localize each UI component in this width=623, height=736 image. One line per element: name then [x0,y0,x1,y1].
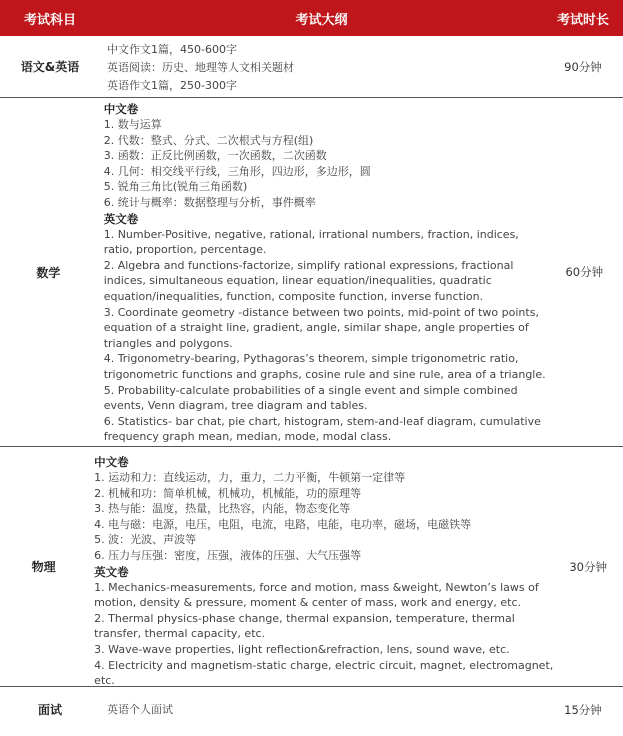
outline-line: 2. 代数：整式、分式、二次根式与方程(组) [103,133,314,147]
outline-line: motion, density & pressure, moment & center of mass, work and energy, etc. [94,596,522,610]
outline-cell [97,98,546,446]
outline-line: 1. 数与运算 [103,118,162,131]
outline-cell [100,687,543,732]
outline-line: 6. 统计与概率：数据整理与分析，事件概率 [103,195,316,209]
outline-line: 2. 机械和功：简单机械，机械功，机械能，功的原理等 [94,486,362,500]
outline-line: 3. Coordinate geometry -distance between two points, mid-point of two points, [103,305,539,319]
outline-line: 5. Probability-calculate probabilities of a single event and simple combined [103,383,518,397]
outline-line: 6. 压力与压强：密度，压强，液体的压强、大气压强等 [94,548,362,562]
duration-cell: 60分钟 [565,265,604,279]
header-subject: 考试科目 [23,12,76,28]
outline-line: etc. [94,674,115,688]
table-header [0,0,623,36]
outline-line: events, Venn diagram, tree diagram and tables. [103,399,368,413]
duration-cell: 90分钟 [564,59,602,74]
outline-line: triangles and polygons. [103,336,233,350]
outline-line: 英语作文1篇，250-300字 [107,79,237,92]
outline-line: trigonometric functions and graphs, cosine rule and sine rule, area of a triangle. [103,367,546,381]
subject-cell: 数学 [36,265,61,280]
outline-line: 3. 函数：正反比例函数，一次函数，二次函数 [103,149,327,163]
outline-line: 英语个人面试 [107,702,173,716]
outline-line: 英语阅读：历史、地理等人文相关题材 [107,61,294,74]
section-title-english: 英文卷 [94,564,129,579]
outline-line: equation of a straight line, gradient, angle, similar shape, angle properties of [103,321,529,335]
outline-line: 1. 运动和力：直线运动，力，重力，二力平衡，牛顿第一定律等 [94,471,406,484]
outline-line: indices, simultaneous equation, linear equation/inequalities, quadratic [103,274,492,288]
outline-cell [87,447,553,686]
outline-line: 5. 波：光波、声波等 [94,533,197,547]
outline-line: 4. 几何：相交线平行线，三角形，四边形，多边形，圆 [103,164,371,178]
outline-line: 2. Algebra and functions-factorize, simplify rational expressions, fractional [103,258,514,272]
table-row [0,687,623,732]
subject-cell: 物理 [31,560,56,574]
section-title-chinese: 中文卷 [94,455,129,469]
outline-line: 5. 锐角三角比(锐角三角函数) [103,180,248,194]
outline-line: 2. Thermal physics-phase change, thermal expansion, temperature, thermal [94,611,515,625]
header-outline: 考试大纲 [295,12,348,28]
outline-line: 3. 热与能：温度，热量，比热容，内能，物态变化等 [94,502,351,516]
section-title-chinese: 中文卷 [103,102,139,116]
outline-line: 中文作文1篇，450-600字 [107,43,237,56]
subject-cell: 语文&英语 [20,60,80,74]
header-duration: 考试时长 [556,12,609,28]
outline-line: ratio, proportion, percentage. [103,243,267,257]
outline-line: equation/inequalities, function, composite function, inverse function. [103,289,484,303]
table-row [0,98,623,447]
outline-line: 4. 电与磁：电源，电压，电阻，电流，电路，电能，电功率，磁场，电磁铁等 [94,517,472,531]
table-row [0,36,623,98]
outline-line: 1. Number-Positive, negative, rational, irrational numbers, fraction, indices, [103,227,519,241]
outline-line: 3. Wave-wave properties, light reflection&refraction, lens, sound wave, etc. [94,642,510,656]
outline-line: 6. Statistics- bar chat, pie chart, histogram, stem-and-leaf diagram, cumulative [103,414,541,428]
subject-cell: 面试 [37,703,62,717]
section-title-english: 英文卷 [103,211,139,226]
outline-line: frequency graph mean, median, mode, modal class. [103,430,392,444]
outline-line: 4. Trigonometry-bearing, Pythagoras’s theorem, simple trigonometric ratio, [103,352,519,366]
duration-cell: 15分钟 [564,702,602,717]
outline-cell [100,36,543,97]
outline-line: 4. Electricity and magnetism-static charge, electric circuit, magnet, electromagnet, [94,658,554,672]
outline-line: 1. Mechanics-measurements, force and motion, mass &weight, Newton’s laws of [94,580,539,594]
outline-line: transfer, thermal capacity, etc. [94,627,266,641]
duration-cell: 30分钟 [569,559,607,574]
table-row [0,447,623,687]
